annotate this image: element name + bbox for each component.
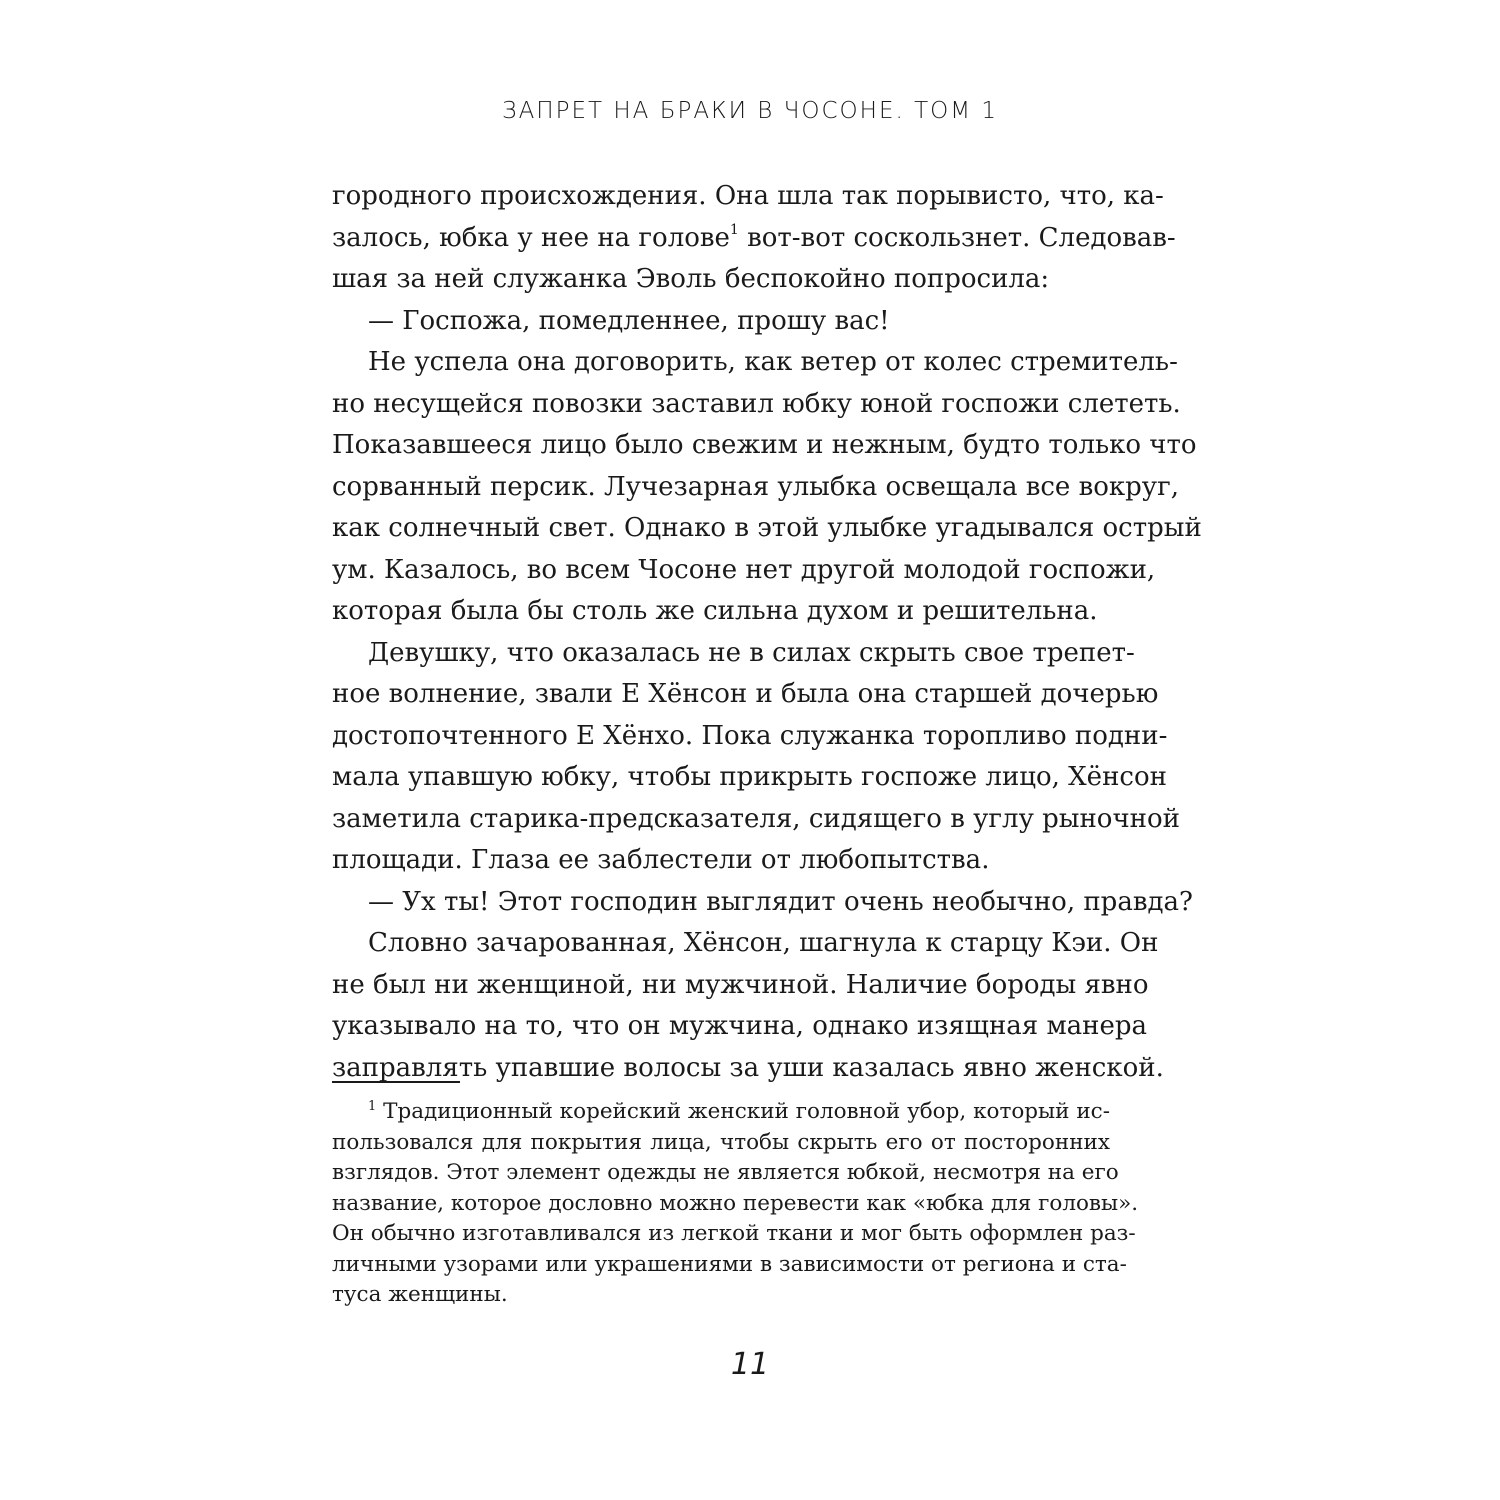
- footnote-line: взглядов. Этот элемент одежды не является юбкой, несмотря на его: [332, 1160, 1119, 1185]
- text-line: сорванный персик. Лучезарная улыбка освещала все вокруг,: [332, 471, 1179, 502]
- text-line: Показавшееся лицо было свежим и нежным, будто только что: [332, 430, 1197, 460]
- footnote-line: [332, 1097, 1110, 1128]
- text-line: ное волнение, звали Е Хёнсон и была она старшей дочерью: [332, 679, 1159, 709]
- footnote-line: туса женщины.: [332, 1282, 508, 1307]
- text-line: ум. Казалось, во всем Чосоне нет другой молодой госпожи,: [332, 554, 1156, 585]
- text-line: но несущейся повозки заставил юбку юной госпожи слететь.: [332, 388, 1181, 419]
- text-line: Не успела она договорить, как ветер от колес стремитель-: [368, 347, 1178, 377]
- text-fragment: Традиционный корейский женский головной убор, который ис-: [376, 1099, 1110, 1124]
- footnote-reference[interactable]: 1: [729, 221, 739, 238]
- footnote-line: пользовался для покрытия лица, чтобы скрыть его от посторонних: [332, 1129, 1110, 1155]
- footnote-line: название, которое дословно можно перевести как «юбка для головы».: [332, 1190, 1139, 1216]
- text-line: не был ни женщиной, ни мужчиной. Наличие бороды явно: [332, 969, 1149, 1000]
- footnote: [332, 1097, 1139, 1311]
- text-line: Словно зачарованная, Хёнсон, шагнула к старцу Кэи. Он: [368, 928, 1159, 958]
- body-text: [332, 176, 1202, 1089]
- text-line: мала упавшую юбку, чтобы прикрыть госпоже лицо, Хёнсон: [332, 762, 1167, 792]
- footnote-line: личными узорами или украшениями в зависимости от региона и ста-: [332, 1251, 1127, 1277]
- text-line: — Ух ты! Этот господин выглядит очень необычно, правда?: [368, 886, 1193, 917]
- text-line: достопочтенного Е Хёнхо. Пока служанка торопливо подни-: [332, 720, 1168, 751]
- text-line: площади. Глаза ее заблестели от любопытства.: [332, 845, 990, 875]
- footnote-separator: [332, 1081, 460, 1083]
- text-line: городного происхождения. Она шла так порывисто, что, ка-: [332, 181, 1164, 211]
- footnote-number: 1: [368, 1099, 377, 1114]
- text-line: — Госпожа, помедленнее, прошу вас!: [368, 305, 890, 336]
- text-line: [332, 218, 1176, 260]
- text-line: которая была бы столь же сильна духом и решительна.: [332, 596, 1098, 626]
- text-line: как солнечный свет. Однако в этой улыбке угадывался острый: [332, 513, 1202, 543]
- text-line: Девушку, что оказалась не в силах скрыть свое трепет-: [368, 637, 1135, 668]
- running-head: ЗАПРЕТ НА БРАКИ В ЧОСОНЕ. ТОМ 1: [501, 98, 999, 124]
- text-line: указывало на то, что он мужчина, однако изящная манера: [332, 1011, 1148, 1041]
- footnote-line: Он обычно изготавливался из легкой ткани и мог быть оформлен раз-: [332, 1221, 1136, 1246]
- text-fragment: вот-вот соскользнет. Следовав-: [738, 222, 1176, 253]
- page-number: 11: [730, 1347, 770, 1382]
- text-line: заметила старика-предсказателя, сидящего в углу рыночной: [332, 803, 1180, 834]
- text-line: шая за ней служанка Эволь беспокойно попросила:: [332, 264, 1050, 294]
- text-fragment: залось, юбка у нее на голове: [332, 222, 730, 253]
- text-line: заправлять упавшие волосы за уши казалась явно женской.: [332, 1052, 1164, 1083]
